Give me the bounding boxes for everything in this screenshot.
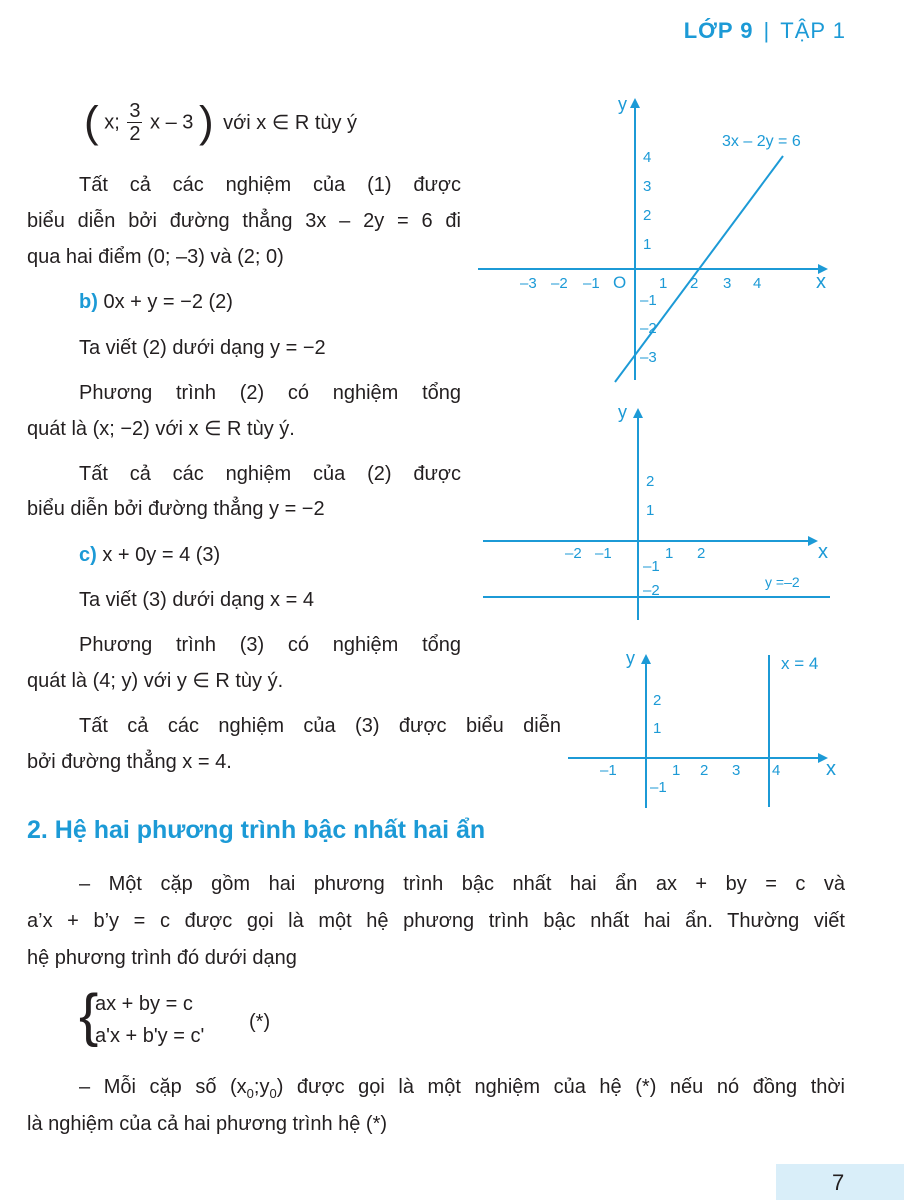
y-tick: 2	[646, 473, 655, 490]
part-c-rep-line1: Tất cả các nghiệm của (3) được biểu diễn	[79, 715, 561, 737]
expr-tail: x – 3	[150, 111, 194, 134]
y-tick: 1	[643, 236, 652, 253]
page-number: 7	[832, 1170, 845, 1195]
part-c-general-line1: Phương trình (3) có nghiệm tổng	[79, 634, 461, 656]
y-tick: 3	[643, 178, 652, 195]
part-b-general-line1: Phương trình (2) có nghiệm tổng	[79, 382, 461, 404]
x-tick: –3	[520, 275, 537, 292]
y-tick: –3	[640, 349, 657, 366]
y-tick: –1	[640, 292, 657, 309]
part-b-rewrite: Ta viết (2) dưới dạng y = −2	[79, 337, 326, 359]
x-tick: –2	[565, 545, 582, 562]
y-tick: –1	[643, 558, 660, 575]
x-tick: 2	[690, 275, 699, 292]
part-c-equation: x + 0y = 4 (3)	[102, 544, 221, 566]
part-c-general-line2: quát là (4; y) với y ∈ R tùy ý.	[27, 670, 284, 692]
y-tick: 2	[653, 692, 662, 709]
part-c-equation-row	[79, 543, 220, 567]
part-b-equation: 0x + y = −2 (2)	[103, 291, 233, 313]
volume-label: TẬP 1	[780, 18, 846, 43]
x-tick: 1	[672, 762, 681, 779]
part-a-line1: Tất cả các nghiệm của (1) được	[79, 174, 461, 196]
intro-solution	[84, 97, 358, 160]
line-label: x = 4	[781, 654, 819, 673]
part-b-general-line2: quát là (x; −2) với x ∈ R tùy ý.	[27, 418, 295, 440]
x-axis-label: x	[816, 271, 826, 293]
fraction	[127, 100, 142, 145]
header-separator: |	[763, 18, 771, 43]
section-2-para1-line1: – Một cặp gồm hai phương trình bậc nhất hai ẩn ax + by = c và	[79, 873, 845, 895]
page-header	[684, 18, 846, 44]
part-a-line3: qua hai điểm (0; –3) và (2; 0)	[27, 246, 284, 268]
para2-prefix: – Mỗi cặp số (x	[79, 1076, 247, 1098]
section-2-para2-line1	[79, 1075, 845, 1106]
para2-suffix: ) được gọi là một nghiệm của hệ (*) nếu nó đồng thời	[276, 1076, 845, 1098]
x-tick: 3	[732, 762, 741, 779]
x-tick: 2	[700, 762, 709, 779]
y-tick: –1	[650, 779, 667, 796]
y-axis-arrow	[633, 408, 643, 418]
x-axis-arrow	[808, 536, 818, 546]
graph-line-y-minus-2	[475, 398, 845, 628]
x-tick: –1	[600, 762, 617, 779]
part-b-equation-row	[79, 290, 233, 314]
section-2-para1-line3: hệ phương trình đó dưới dạng	[27, 947, 297, 969]
y-tick: 1	[646, 502, 655, 519]
x-axis-label: x	[826, 758, 836, 780]
para2-sub-x0: 0	[246, 1086, 254, 1101]
section-2-para1-line2: a’x + b’y = c được gọi là một hệ phương trình bậc nhất hai ẩn. Thường viết	[27, 910, 845, 932]
section-2-title: 2. Hệ hai phương trình bậc nhất hai ẩn	[27, 816, 486, 844]
open-paren: (	[84, 97, 99, 147]
fraction-denominator: 2	[129, 123, 141, 145]
graph-line-3x-2y-6	[470, 90, 850, 390]
part-b-rep-line2: biểu diễn bởi đường thẳng y = −2	[27, 498, 325, 520]
y-tick: 4	[643, 149, 652, 166]
y-tick: 1	[653, 720, 662, 737]
graph-line-x-4	[560, 640, 850, 812]
line-label: 3x – 2y = 6	[722, 133, 801, 150]
part-c-rep-line2: bởi đường thẳng x = 4.	[27, 751, 232, 773]
origin-label: O	[613, 273, 627, 292]
x-tick: –1	[595, 545, 612, 562]
x-axis-label: x	[818, 541, 828, 563]
section-2-para2-line2: là nghiệm của cả hai phương trình hệ (*)	[27, 1113, 388, 1135]
y-tick: –2	[643, 582, 660, 599]
y-axis-label: y	[618, 402, 627, 422]
part-c-rewrite: Ta viết (3) dưới dạng x = 4	[79, 589, 314, 611]
y-axis-arrow	[630, 98, 640, 108]
x-tick: 4	[772, 762, 781, 779]
part-b-label: b)	[79, 291, 98, 313]
line-label: y =–2	[765, 574, 800, 590]
part-a-line2: biểu diễn bởi đường thẳng 3x – 2y = 6 đi	[27, 210, 461, 232]
x-tick: 2	[697, 545, 706, 562]
grade-label: LỚP 9	[683, 18, 754, 43]
system-eq1: ax + by = c	[95, 993, 193, 1015]
para2-sub-y0: 0	[269, 1086, 277, 1101]
y-axis-label: y	[618, 94, 627, 114]
fraction-numerator: 3	[129, 100, 141, 122]
para2-semicolon: ;y	[253, 1076, 270, 1098]
x-tick: –1	[583, 275, 600, 292]
x-part: x;	[104, 111, 120, 134]
system-label: (*)	[249, 1011, 271, 1033]
x-tick: –2	[551, 275, 568, 292]
x-tick: 1	[665, 545, 674, 562]
x-tick: 1	[659, 275, 668, 292]
x-tick: 3	[723, 275, 732, 292]
page-number-box	[776, 1164, 904, 1200]
part-c-label: c)	[79, 544, 97, 566]
y-axis-arrow	[641, 654, 651, 664]
intro-suffix: với x ∈ R tùy ý	[223, 111, 358, 134]
close-paren: )	[198, 97, 214, 147]
y-tick: –2	[640, 320, 657, 337]
part-b-rep-line1: Tất cả các nghiệm của (2) được	[79, 463, 461, 485]
y-tick: 2	[643, 207, 652, 224]
system-eq2: a'x + b'y = c'	[95, 1025, 205, 1047]
y-axis-label: y	[626, 648, 635, 668]
system-brace: {	[79, 983, 99, 1048]
x-tick: 4	[753, 275, 762, 292]
